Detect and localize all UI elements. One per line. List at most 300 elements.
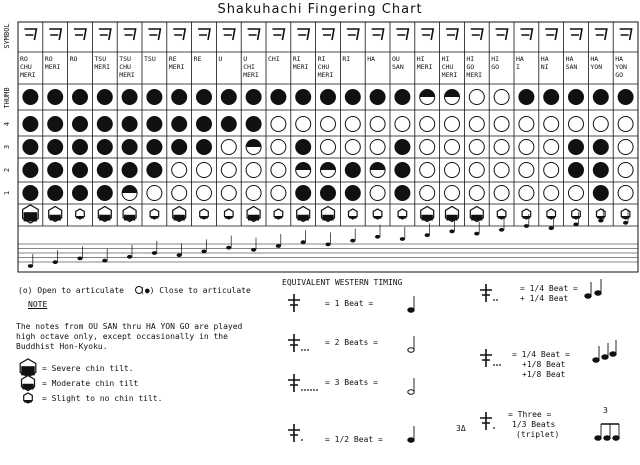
staff-note xyxy=(325,243,330,247)
hole-h3 xyxy=(23,140,38,155)
western-triplet-note xyxy=(613,436,619,441)
hole-h1 xyxy=(48,186,63,201)
hole-thumb xyxy=(296,90,311,105)
symbol-glyph xyxy=(173,29,185,40)
shaku-half-beat-dot xyxy=(301,439,303,441)
tilt-icon-fill xyxy=(399,216,407,219)
note-line-3: Buddhist Hon-Kyoku. xyxy=(16,342,108,351)
shaku-half-beat xyxy=(288,424,300,442)
hole-h2 xyxy=(48,163,63,178)
hole-h2 xyxy=(221,163,236,178)
hole-h2 xyxy=(197,163,212,178)
hole-h4 xyxy=(197,117,212,132)
hole-thumb xyxy=(246,90,261,105)
row-label-thumb: THUMB xyxy=(3,87,11,109)
tilt-icon-fill xyxy=(24,212,38,221)
western-quarter-a xyxy=(585,294,591,299)
hole-h2-half xyxy=(296,163,311,170)
shaku-quarter-dot xyxy=(496,299,498,301)
symbol-glyph xyxy=(148,29,160,40)
hole-h4 xyxy=(345,117,360,132)
shaku-3-beats-dot xyxy=(307,389,309,391)
timing-half-beat: = 1/2 Beat = xyxy=(325,435,383,444)
hole-h3 xyxy=(519,140,534,155)
hole-h4 xyxy=(122,117,137,132)
symbol-glyph xyxy=(322,29,334,40)
hole-h2 xyxy=(172,163,187,178)
hole-h4 xyxy=(321,117,336,132)
hole-h1 xyxy=(246,186,261,201)
note-label: MERI xyxy=(20,71,36,79)
note-label: MERI xyxy=(243,71,259,79)
hole-h3 xyxy=(618,140,633,155)
staff-note xyxy=(276,244,281,248)
note-label: RE xyxy=(168,55,177,63)
staff-note xyxy=(177,253,182,257)
note-label: MERI xyxy=(44,63,61,71)
tilt-moderate-label: = Moderate chin tilt xyxy=(42,379,139,388)
symbol-glyph xyxy=(372,29,384,40)
staff-note xyxy=(251,248,256,252)
hole-thumb-half xyxy=(420,90,435,97)
symbol-glyph xyxy=(297,29,309,40)
western-eighth-c xyxy=(610,352,616,357)
staff-note xyxy=(499,228,504,232)
note-heading: NOTE xyxy=(28,300,48,309)
note-label: TSU xyxy=(144,55,156,63)
row-label-hole-1: 1 xyxy=(3,190,11,196)
hole-h1 xyxy=(221,186,236,201)
tilt-icon-fill xyxy=(50,215,61,221)
hole-h2 xyxy=(97,163,112,178)
symbol-glyph xyxy=(496,29,508,40)
hole-thumb xyxy=(271,90,286,105)
hole-thumb xyxy=(395,90,410,105)
hole-h2 xyxy=(544,163,559,178)
hole-h3 xyxy=(296,140,311,155)
hole-h3 xyxy=(395,140,410,155)
symbol-glyph xyxy=(24,29,36,40)
tilt-icon-fill xyxy=(446,215,457,221)
note-label: RO xyxy=(20,55,28,63)
note-label: MERI xyxy=(317,71,334,79)
note-label: RE xyxy=(193,55,202,63)
tilt-icon-fill xyxy=(174,215,185,221)
hole-h2 xyxy=(147,163,162,178)
note-label: U xyxy=(218,55,223,63)
note-label: CHI xyxy=(243,63,255,71)
tilt-slight-label: = Slight to no chin tilt. xyxy=(42,394,163,403)
tilt-icon-fill xyxy=(349,216,357,219)
note-label: NI xyxy=(540,63,549,71)
hole-h1 xyxy=(445,186,460,201)
hole-h1 xyxy=(519,186,534,201)
note-label: I xyxy=(516,63,520,71)
shaku-2-beats-dot xyxy=(307,349,309,351)
hole-h1 xyxy=(544,186,559,201)
shaku-quarter-dot xyxy=(493,299,495,301)
shaku-eighth xyxy=(480,349,492,367)
hole-h3 xyxy=(122,140,137,155)
staff-note xyxy=(102,259,107,263)
western-triplet-note xyxy=(595,436,601,441)
hole-h3 xyxy=(97,140,112,155)
hole-h1 xyxy=(469,186,484,201)
tilt-icon-fill xyxy=(76,216,84,219)
hole-h3 xyxy=(445,140,460,155)
hole-h4 xyxy=(445,117,460,132)
tilt-icon-fill xyxy=(374,216,382,219)
hole-h2 xyxy=(519,163,534,178)
symbol-glyph xyxy=(471,29,483,40)
note-label: HA xyxy=(615,55,624,63)
note-label: HA xyxy=(565,55,574,63)
staff-note xyxy=(549,226,554,230)
hole-h3-half xyxy=(246,140,261,148)
hole-h3 xyxy=(48,140,63,155)
shaku-3-beats-dot xyxy=(316,389,318,391)
hole-thumb xyxy=(519,90,534,105)
hole-h4 xyxy=(172,117,187,132)
western-eighth-b xyxy=(602,355,608,360)
shaku-2-beats-dot xyxy=(301,349,303,351)
western-1-beat xyxy=(408,308,414,313)
triplet-mark: 3 xyxy=(603,406,608,415)
note-line-1: The notes from OU SAN thru HA YON GO are played xyxy=(16,322,243,331)
staff-note xyxy=(400,237,405,241)
hole-h1-half xyxy=(122,186,137,194)
timing-triplet-2: 1/3 Beats xyxy=(512,420,556,429)
tilt-icon-fill xyxy=(124,215,135,221)
hole-thumb-half xyxy=(445,90,460,97)
hole-h4 xyxy=(469,117,484,132)
hole-h1 xyxy=(618,186,633,201)
hole-h2 xyxy=(593,163,608,178)
hole-h4 xyxy=(296,117,311,132)
hole-h2 xyxy=(618,163,633,178)
shaku-3-beats-dot xyxy=(304,389,306,391)
western-triplet-note xyxy=(604,436,610,441)
hole-h1 xyxy=(593,186,608,201)
hole-h2 xyxy=(445,163,460,178)
shaku-eighth-dot xyxy=(499,364,501,366)
staff-note xyxy=(127,255,132,259)
note-label: SAN xyxy=(392,63,404,71)
staff-note xyxy=(226,246,231,250)
hole-thumb xyxy=(345,90,360,105)
hole-h4 xyxy=(420,117,435,132)
note-label: RO xyxy=(44,55,53,63)
staff-note xyxy=(573,223,578,227)
note-label: TSU xyxy=(119,55,131,63)
hole-thumb xyxy=(544,90,559,105)
hole-thumb xyxy=(321,90,336,105)
staff-note xyxy=(301,240,306,244)
symbol-glyph xyxy=(124,29,136,40)
note-label: TSU xyxy=(94,55,107,63)
staff-note xyxy=(449,230,454,234)
note-label: MERI xyxy=(466,71,483,79)
timing-triplet-1: = Three = xyxy=(508,410,552,419)
hole-h2-half xyxy=(370,163,385,170)
hole-h1 xyxy=(73,186,88,201)
staff-note xyxy=(201,250,206,254)
note-label: HI xyxy=(466,55,475,63)
timing-eighth-3: +1/8 Beat xyxy=(522,370,566,379)
symbol-glyph xyxy=(198,29,210,40)
symbol-glyph xyxy=(620,29,632,40)
hole-h2 xyxy=(345,163,360,178)
note-label: CHU xyxy=(119,63,131,71)
hole-thumb xyxy=(122,90,137,105)
timing-eighth-2: +1/8 Beat xyxy=(522,360,566,369)
hole-thumb xyxy=(221,90,236,105)
note-label: CHU xyxy=(441,63,454,71)
staff-note xyxy=(598,219,603,223)
hole-h1 xyxy=(23,186,38,201)
hole-h3 xyxy=(345,140,360,155)
hole-thumb xyxy=(494,90,509,105)
tilt-severe-label: = Severe chin tilt. xyxy=(42,364,134,373)
symbol-glyph xyxy=(248,29,260,40)
note-label: YON xyxy=(615,63,627,71)
note-label: U xyxy=(243,55,248,63)
row-label-hole-3: 3 xyxy=(3,144,11,150)
tilt-icon-fill xyxy=(275,216,283,219)
hole-h2 xyxy=(469,163,484,178)
note-label: CHU xyxy=(317,63,330,71)
staff-note xyxy=(623,221,628,225)
hole-h4 xyxy=(593,117,608,132)
staff-note xyxy=(53,260,58,264)
hole-thumb xyxy=(147,90,162,105)
hole-h2 xyxy=(246,163,261,178)
hole-h1 xyxy=(271,186,286,201)
western-2-beats xyxy=(408,348,414,353)
legend-close: (●) Close to articulate xyxy=(140,286,251,295)
western-half-beat xyxy=(408,438,414,443)
hole-h1 xyxy=(370,186,385,201)
hole-h3 xyxy=(147,140,162,155)
hole-thumb xyxy=(569,90,584,105)
hole-h3 xyxy=(172,140,187,155)
staff-note xyxy=(152,251,157,255)
symbol-glyph xyxy=(545,29,557,40)
hole-h4 xyxy=(544,117,559,132)
hole-thumb xyxy=(48,90,63,105)
hole-h4 xyxy=(147,117,162,132)
timing-eighth-1: = 1/4 Beat = xyxy=(512,350,570,359)
staff-note xyxy=(375,235,380,239)
western-quarter-b xyxy=(595,291,601,296)
shaku-eighth-dot xyxy=(493,364,495,366)
hole-thumb xyxy=(172,90,187,105)
note-label: MERI xyxy=(119,71,135,79)
hole-h4 xyxy=(519,117,534,132)
hole-h3 xyxy=(221,140,236,155)
staff-note xyxy=(77,257,82,261)
note-label: RI xyxy=(342,55,351,63)
note-label: RI xyxy=(317,55,326,63)
note-label: RI xyxy=(292,55,301,63)
hole-h3 xyxy=(494,140,509,155)
shaku-2-beats-dot xyxy=(304,349,306,351)
hole-h2 xyxy=(122,163,137,178)
tilt-icon-fill xyxy=(471,215,482,221)
timing-quarter-2: + 1/4 Beat xyxy=(520,294,569,303)
note-label: HA xyxy=(367,55,376,63)
hole-h1 xyxy=(420,186,435,201)
tilt-severe-icon-fill xyxy=(21,366,35,375)
hole-h4 xyxy=(97,117,112,132)
hole-h3 xyxy=(469,140,484,155)
hole-h4 xyxy=(618,117,633,132)
note-label: MERI xyxy=(292,63,309,71)
symbol-glyph xyxy=(446,29,458,40)
hole-h1 xyxy=(494,186,509,201)
shaku-3-beats-dot xyxy=(301,389,303,391)
hole-h2 xyxy=(73,163,88,178)
symbol-glyph xyxy=(99,29,111,40)
note-label: MERI xyxy=(94,63,111,71)
tilt-icon-fill xyxy=(298,215,309,221)
western-3-beats xyxy=(408,390,414,395)
shaku-3-beats xyxy=(288,374,300,392)
hole-h2 xyxy=(271,163,286,178)
symbol-glyph xyxy=(49,29,61,40)
symbol-glyph xyxy=(421,29,433,40)
western-eighth-a xyxy=(593,358,599,363)
symbol-glyph xyxy=(595,29,607,40)
tilt-slight-icon-fill xyxy=(24,400,32,403)
hole-h3 xyxy=(544,140,559,155)
row-label-hole-4: 4 xyxy=(3,121,11,127)
hole-h1 xyxy=(345,186,360,201)
hole-h1 xyxy=(296,186,311,201)
row-label-hole-2: 2 xyxy=(3,167,11,173)
hole-h4 xyxy=(271,117,286,132)
hole-h3 xyxy=(321,140,336,155)
hole-h3 xyxy=(370,140,385,155)
note-label: YON xyxy=(590,63,603,71)
shaku-triplet-dot xyxy=(493,427,495,429)
shaku-3-beats-dot xyxy=(313,389,315,391)
staff-note xyxy=(524,224,529,228)
hole-h4 xyxy=(23,117,38,132)
hole-thumb xyxy=(370,90,385,105)
hole-h4 xyxy=(494,117,509,132)
tilt-icon-fill xyxy=(322,215,333,221)
note-label: HI xyxy=(416,55,425,63)
note-label: CHI xyxy=(268,55,280,63)
hole-thumb xyxy=(197,90,212,105)
symbol-glyph xyxy=(570,29,582,40)
timing-heading: EQUIVALENT WESTERN TIMING xyxy=(282,278,403,287)
note-label: OU xyxy=(392,55,400,63)
shaku-triplet xyxy=(480,412,492,430)
symbol-glyph xyxy=(396,29,408,40)
note-label: RO xyxy=(69,55,78,63)
tilt-icon-fill xyxy=(200,216,208,219)
hole-h3 xyxy=(569,140,584,155)
hole-thumb xyxy=(469,90,484,105)
staff-note xyxy=(474,232,479,236)
note-label: MERI xyxy=(168,63,185,71)
hole-h2 xyxy=(420,163,435,178)
timing-quarter-1: = 1/4 Beat = xyxy=(520,284,578,293)
note-label: HI xyxy=(441,55,450,63)
hole-h3 xyxy=(593,140,608,155)
hole-h4 xyxy=(370,117,385,132)
hole-h2 xyxy=(23,163,38,178)
chart-title: Shakuhachi Fingering Chart xyxy=(217,2,423,17)
hole-h1 xyxy=(569,186,584,201)
hole-h1 xyxy=(147,186,162,201)
timing-1-beat: = 1 Beat = xyxy=(325,299,374,308)
shaku-2-beats xyxy=(288,334,300,352)
note-label: GO xyxy=(615,71,624,79)
hole-h1 xyxy=(395,186,410,201)
hole-h3 xyxy=(271,140,286,155)
hole-h1 xyxy=(172,186,187,201)
note-label: SAN xyxy=(565,63,578,71)
shaku-3-beats-dot xyxy=(310,389,312,391)
tilt-icon-fill xyxy=(151,216,159,219)
note-label: MERI xyxy=(441,71,458,79)
hole-h1 xyxy=(97,186,112,201)
note-label: GO xyxy=(491,63,500,71)
shaku-1-beat xyxy=(288,294,300,312)
hole-h4 xyxy=(48,117,63,132)
hole-h4 xyxy=(73,117,88,132)
hole-h4 xyxy=(395,117,410,132)
triplet-prefix: 3Δ xyxy=(456,424,466,433)
hole-h2 xyxy=(569,163,584,178)
timing-3-beats: = 3 Beats = xyxy=(325,378,378,387)
note-label: MERI xyxy=(416,63,433,71)
symbol-glyph xyxy=(347,29,359,40)
note-label: HA xyxy=(590,55,599,63)
tilt-icon-fill xyxy=(422,215,433,221)
tilt-moderate-icon-fill xyxy=(22,384,33,390)
tilt-icon-fill xyxy=(99,215,110,221)
note-label: GO xyxy=(466,63,475,71)
hole-h3 xyxy=(73,140,88,155)
note-label: HI xyxy=(491,55,500,63)
hole-thumb xyxy=(593,90,608,105)
hole-thumb xyxy=(97,90,112,105)
hole-h3 xyxy=(197,140,212,155)
note-label: HA xyxy=(540,55,549,63)
hole-thumb xyxy=(23,90,38,105)
symbol-glyph xyxy=(272,29,284,40)
hole-h1 xyxy=(197,186,212,201)
shaku-eighth-dot xyxy=(496,364,498,366)
note-label: HA xyxy=(516,55,524,63)
symbol-glyph xyxy=(223,29,235,40)
staff-note xyxy=(350,239,355,243)
hole-h2 xyxy=(395,163,410,178)
symbol-glyph xyxy=(74,29,86,40)
hole-h4 xyxy=(569,117,584,132)
hole-h4 xyxy=(246,117,261,132)
staff-note xyxy=(425,233,430,237)
tilt-icon-fill xyxy=(225,216,233,219)
tilt-icon-fill xyxy=(248,215,259,221)
hole-h4 xyxy=(221,117,236,132)
symbol-glyph xyxy=(520,29,532,40)
note-label: CHU xyxy=(20,63,32,71)
